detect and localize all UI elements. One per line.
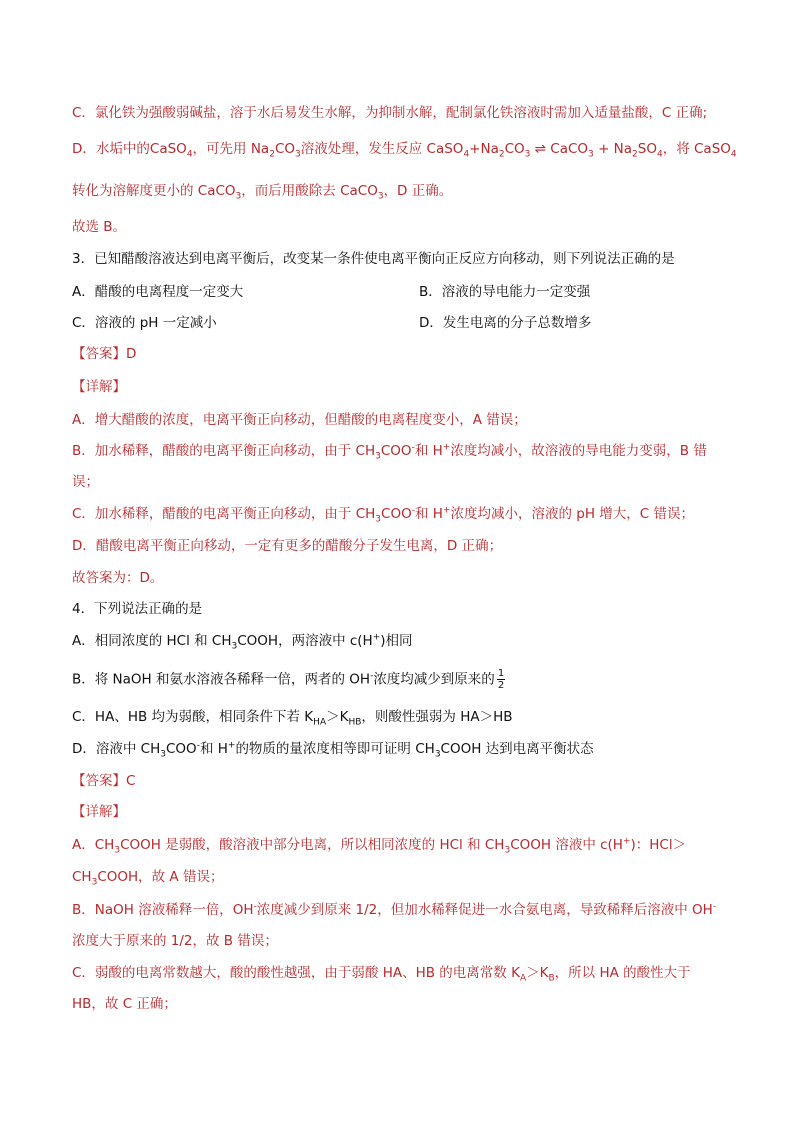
superscript: + bbox=[622, 836, 631, 847]
text: COOH，故 A 错误； bbox=[97, 869, 224, 885]
question-3-detail-heading bbox=[72, 378, 734, 396]
text: +Na bbox=[469, 141, 499, 157]
question-4-explanation-a bbox=[72, 836, 734, 854]
subscript: 3 bbox=[524, 149, 531, 160]
subscript: 3 bbox=[504, 845, 511, 856]
text: A．CH bbox=[72, 837, 115, 853]
subscript: 2 bbox=[632, 149, 638, 160]
text: HB，故 C 正确； bbox=[72, 996, 177, 1012]
option-d: D．发生电离的分子总数增多 bbox=[419, 315, 592, 331]
text: SO bbox=[637, 141, 657, 157]
question-4-option-d bbox=[72, 740, 734, 758]
superscript: + bbox=[372, 632, 381, 643]
text: ，则酸性强弱为 HA＞HB bbox=[361, 709, 513, 725]
question-4-explanation-b bbox=[72, 901, 734, 919]
text: CO bbox=[504, 141, 525, 157]
text: C．加水稀释，醋酸的电离平衡正向移动，由于 CH bbox=[72, 506, 376, 522]
formula: CaSO bbox=[149, 141, 187, 157]
subscript: 3 bbox=[295, 149, 301, 160]
text: ，所以 HA 的酸性大于 bbox=[554, 965, 691, 981]
question-4-option-b bbox=[72, 668, 734, 691]
text: 4．下列说法正确的是 bbox=[72, 601, 203, 617]
question-4-option-c bbox=[72, 708, 734, 726]
text: 3．已知醋酸溶液达到电离平衡后，改变某一条件使电离平衡向正反应方向移动，则下列说法正确的是 bbox=[72, 251, 675, 267]
question-3-conclusion bbox=[72, 569, 734, 587]
fraction bbox=[497, 668, 505, 691]
superscript: - bbox=[196, 740, 200, 751]
question-4-explanation-c-wrap bbox=[72, 995, 734, 1013]
subscript: 3 bbox=[91, 877, 98, 888]
text: COOH，两溶液中 c(H bbox=[237, 633, 373, 649]
text: CH bbox=[72, 869, 92, 885]
subscript: 3 bbox=[114, 845, 121, 856]
text: )：HCl＞ bbox=[630, 837, 687, 853]
subscript: A bbox=[519, 973, 527, 984]
question-4-answer bbox=[72, 772, 734, 790]
text: 的物质的量浓度相等即可证明 CH bbox=[235, 741, 435, 757]
explanation-d-line-2 bbox=[72, 182, 734, 200]
superscript: - bbox=[253, 901, 257, 912]
text: C．HA、HB 均为弱酸，相同条件下若 K bbox=[72, 709, 314, 725]
text: ⇌ CaCO bbox=[530, 141, 589, 157]
subscript: 3 bbox=[434, 749, 441, 760]
subscript: 3 bbox=[231, 641, 238, 652]
subscript: 3 bbox=[160, 749, 166, 760]
explanation-c-line bbox=[72, 104, 734, 122]
subscript: 3 bbox=[375, 451, 381, 462]
text: D．溶液中 CH bbox=[72, 741, 161, 757]
question-3-explanation-b bbox=[72, 442, 734, 460]
text: 和 H bbox=[414, 506, 443, 522]
answer-summary bbox=[72, 218, 734, 236]
text: ，将 CaSO bbox=[662, 141, 731, 157]
text: 和 H bbox=[414, 443, 443, 459]
explanation-d-line bbox=[72, 140, 737, 160]
subscript: 4 bbox=[463, 149, 470, 160]
subscript: HA bbox=[313, 717, 327, 728]
text: COO bbox=[381, 506, 412, 522]
text: COO bbox=[166, 741, 197, 757]
subscript: 3 bbox=[588, 149, 594, 160]
text: COO bbox=[380, 443, 412, 459]
text: 【答案】D bbox=[72, 346, 137, 362]
text: ，D 正确。 bbox=[383, 183, 453, 199]
text: 浓度大于原来的 1/2，故 B 错误； bbox=[72, 933, 278, 949]
question-3-explanation-a bbox=[72, 411, 734, 429]
text: A．相同浓度的 HCl 和 CH bbox=[72, 633, 232, 649]
text: B．NaOH 溶液稀释一倍，OH bbox=[72, 902, 254, 918]
superscript: + bbox=[442, 442, 451, 453]
superscript: - bbox=[411, 505, 415, 516]
option-c: C．溶液的 pH 一定减小 bbox=[72, 315, 217, 331]
question-4-option-a bbox=[72, 632, 734, 650]
text: 浓度均减少到原来的 bbox=[373, 671, 495, 688]
superscript: - bbox=[411, 442, 415, 453]
option-a: A．醋酸的电离程度一定变大 bbox=[72, 284, 244, 300]
text: )相同 bbox=[380, 633, 413, 649]
numerator: 1 bbox=[497, 668, 505, 679]
text: COOH 是弱酸，酸溶液中部分电离，所以相同浓度的 HCl 和 CH bbox=[120, 837, 505, 853]
text: 误； bbox=[72, 474, 99, 490]
question-3-options-row-2 bbox=[72, 314, 734, 332]
text: 【详解】 bbox=[72, 804, 126, 820]
question-4-stem bbox=[72, 600, 734, 618]
subscript: 3 bbox=[235, 191, 242, 202]
superscript: - bbox=[370, 671, 374, 681]
text: 转化为溶解度更小的 CaCO bbox=[72, 183, 236, 199]
question-3-explanation-d bbox=[72, 537, 734, 555]
subscript: 2 bbox=[269, 149, 275, 160]
option-b: B．溶液的导电能力一定变强 bbox=[419, 284, 591, 300]
text: B．将 NaOH 和氨水溶液各稀释一倍，两者的 OH bbox=[72, 671, 371, 688]
text: 【答案】C bbox=[72, 773, 136, 789]
question-3-explanation-b-wrap bbox=[72, 473, 734, 491]
text: C．氯化铁为强酸弱碱盐，溶于水后易发生水解，为抑制水解，配制氯化铁溶液时需加入适量盐酸，C 正确; bbox=[72, 105, 708, 121]
text: 故选 B。 bbox=[72, 219, 127, 235]
text: COOH 溶液中 c(H bbox=[510, 837, 623, 853]
text: COOH 达到电离平衡状态 bbox=[440, 741, 594, 757]
text: 【详解】 bbox=[72, 379, 126, 395]
text: 溶液处理，发生反应 CaSO bbox=[300, 141, 464, 157]
superscript: + bbox=[442, 505, 451, 516]
question-3-stem bbox=[72, 250, 734, 268]
text: ，可先用 Na bbox=[192, 141, 270, 157]
text: D．醋酸电离平衡正向移动，一定有更多的醋酸分子发生电离，D 正确； bbox=[72, 538, 503, 554]
subscript: 4 bbox=[730, 149, 737, 160]
subscript: HB bbox=[348, 717, 362, 728]
text: A．增大醋酸的浓度，电离平衡正向移动，但醋酸的电离程度变小，A 错误； bbox=[72, 412, 527, 428]
question-4-explanation-b-wrap bbox=[72, 932, 734, 950]
question-4-explanation-c bbox=[72, 964, 734, 982]
subscript: B bbox=[548, 973, 555, 984]
text: 浓度减少到原来 1/2，但加水稀释促进一水合氨电离，导致稀释后溶液中 OH bbox=[256, 902, 713, 918]
text: D．水垢中的 bbox=[72, 141, 150, 157]
question-3-answer bbox=[72, 345, 734, 363]
text: + Na bbox=[593, 141, 633, 157]
text: 故答案为：D。 bbox=[72, 570, 164, 586]
question-4-explanation-a-wrap bbox=[72, 868, 734, 886]
text: ＞K bbox=[326, 709, 349, 725]
text: ，而后用酸除去 CaCO bbox=[241, 183, 378, 199]
text: 浓度均减小，溶液的 pH 增大，C 错误； bbox=[450, 506, 694, 522]
question-4-detail-heading bbox=[72, 803, 734, 821]
subscript: 3 bbox=[377, 191, 384, 202]
text: ＞K bbox=[526, 965, 549, 981]
text: 和 H bbox=[199, 741, 228, 757]
question-3-options-row-1 bbox=[72, 283, 734, 301]
denominator: 2 bbox=[497, 680, 505, 691]
subscript: 4 bbox=[656, 149, 663, 160]
text: B．加水稀释，醋酸的电离平衡正向移动，由于 CH bbox=[72, 443, 376, 459]
text: C．弱酸的电离常数越大，酸的酸性越强，由于弱酸 HA、HB 的电离常数 K bbox=[72, 965, 520, 981]
superscript: + bbox=[227, 740, 236, 751]
superscript: - bbox=[712, 901, 717, 912]
text: CO bbox=[274, 141, 296, 157]
subscript: 2 bbox=[498, 149, 505, 160]
question-3-explanation-c bbox=[72, 505, 734, 523]
subscript: 4 bbox=[186, 149, 193, 160]
text: 浓度均减小，故溶液的导电能力变弱，B 错 bbox=[450, 443, 707, 459]
subscript: 3 bbox=[375, 514, 382, 525]
